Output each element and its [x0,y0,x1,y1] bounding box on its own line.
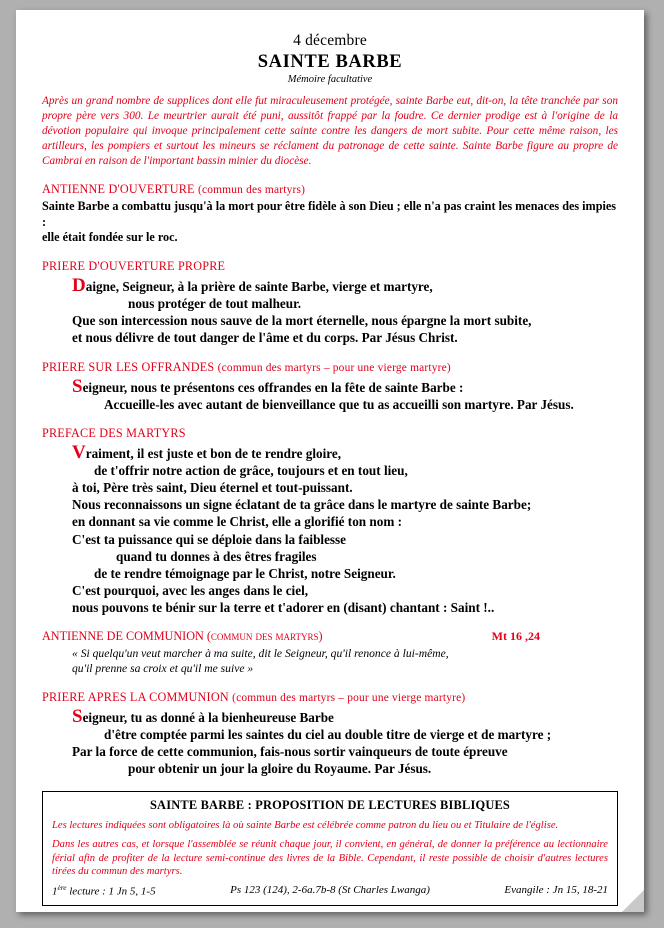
section-heading-priere-offrandes [42,360,618,375]
text-line: d'être comptée parmi les saintes du ciel au double titre de vierge et de martyre ; [104,726,552,742]
text-line: de te rendre témoignage par le Christ, notre Seigneur. [94,565,396,581]
scripture-reference: Mt 16 ,24 [491,629,540,644]
page-date: 4 décembre [293,32,367,49]
section-heading-note: (commun des martyrs – pour une vierge martyre) [217,361,451,374]
page-subtitle: Mémoire facultative [287,74,373,85]
text-line-rest: raiment, il est juste et bon de te rendre gloire, [85,445,342,461]
text-line [42,276,618,295]
lectures-box-title: SAINTE BARBE : PROPOSITION DE LECTURES BIBLIQUES [149,798,511,813]
section-heading-note: (commun des martyrs – pour une vierge martyre) [232,691,466,704]
text-line: nous protéger de tout malheur. [128,296,302,312]
text-line: Par la force de cette communion, fais-nous sortir vainqueurs de toute épreuve [72,743,508,759]
section-heading-antienne-communion [42,629,618,644]
lectures-note: Dans les autres cas, et lorsque l'assemblée se réunit chaque jour, il convient, en général, de donner la préférence au lectionnaire férial afin de profiter de la lecture semi-continue des livres de la Bible. Cependant, il reste possible de choisir d'autres lectures tirées du commun des martyrs. [52,838,608,878]
text-line: C'est pourquoi, avec les anges dans le ciel, [72,583,309,599]
text-line: C'est ta puissance qui se déploie dans la faiblesse [72,531,347,547]
section-heading-left [42,629,323,644]
section-heading-text: PRIERE SUR LES OFFRANDES [42,359,215,374]
text-line: pour obtenir un jour la gloire du Royaume. Par Jésus. [128,761,432,776]
text-line: qu'il prenne sa croix et qu'il me suive » [72,662,254,676]
section-heading-note: (commun des martyrs) [206,629,323,644]
drop-cap: V [72,441,86,463]
antienne-ouverture-text [42,199,618,246]
priere-offrandes-text [42,377,618,413]
psalm-reference: Ps 123 (124), 2-6a.7b-8 (St Charles Lwanga) [230,884,430,897]
text-line [42,443,618,462]
first-reading-text: lecture : 1 Jn 5, 1-5 [66,885,156,898]
first-reading-ordinal: ère [57,884,67,893]
drop-cap: S [72,375,83,397]
antienne-communion-text [42,646,618,676]
text-line: « Si quelqu'un veut marcher à ma suite, dit le Seigneur, qu'il renonce à lui-même, [72,647,449,661]
section-heading-priere-ouverture [42,259,618,274]
text-line: en donnant sa vie comme le Christ, elle a glorifié ton nom : [72,514,403,530]
section-heading-antienne-ouverture [42,182,618,197]
intro-paragraph: Après un grand nombre de supplices dont elle fut miraculeusement protégée, sainte Barbe eut, dit-on, la tête tranchée par son propre père vers 300. Le meurtrier aurait été puni, aussitôt frappé par la foudre. Ce dernier prodige est à l'origine de la dévotion populaire qui invoque principalement cette sainte contre les dangers de mort subite. Pour cette même raison, les artilleurs, les pompiers et surtout les mineurs se réclament du patronage de cette sainte. Sainte Barbe figure au propre de Cambrai en raison de l'important bassin minier du diocèse. [42,95,618,168]
preface-text [42,443,618,617]
section-heading-text: ANTIENNE D'OUVERTURE [42,182,195,197]
priere-apres-communion-text [42,707,618,778]
section-heading-text: PRIERE APRES LA COMMUNION [42,689,229,704]
section-heading-text: PREFACE DES MARTYRS [42,425,186,440]
text-line: Que son intercession nous sauve de la mort éternelle, nous épargne la mort subite, [72,313,532,329]
text-line: nous pouvons te bénir sur la terre et t'adorer en (disant) chantant : Saint !.. [72,600,495,616]
page-corner-fold [622,890,644,912]
text-line: elle était fondée sur le roc. [42,230,178,245]
drop-cap: D [72,274,86,296]
gospel-reference: Evangile : Jn 15, 18-21 [504,884,608,897]
drop-cap: S [72,705,83,727]
page-title: SAINTE BARBE [257,52,403,72]
text-line: Sainte Barbe a combattu jusqu'à la mort pour être fidèle à son Dieu ; elle n'a pas craint les menaces des impies : [42,199,617,229]
section-heading-priere-apres-communion [42,690,618,705]
lectures-box [42,791,618,906]
document-page [16,10,644,912]
text-line: et nous délivre de tout danger de l'âme et du corps. Par Jésus Christ. [72,330,458,346]
text-line: quand tu donnes à des êtres fragiles [116,548,317,564]
text-line-rest: eigneur, nous te présentons ces offrandes en la fête de sainte Barbe : [82,379,464,395]
first-reading-number: 1 [52,885,58,898]
text-line-rest: eigneur, tu as donné à la bienheureuse Barbe [82,709,334,725]
text-line: Nous reconnaissons un signe éclatant de ta grâce dans le martyre de sainte Barbe; [72,497,532,513]
section-heading-note: (commun des martyrs) [197,184,306,197]
text-line [42,377,618,396]
lectures-note: Les lectures indiquées sont obligatoires là où sainte Barbe est célébrée comme patron du lieu ou et Titulaire de l'église. [52,820,559,832]
text-line: à toi, Père très saint, Dieu éternel et tout-puissant. [72,480,353,496]
section-heading-text: PRIERE D'OUVERTURE PROPRE [42,258,226,273]
text-line: de t'offrir notre action de grâce, toujours et en tout lieu, [94,463,408,478]
text-line: Accueille-les avec autant de bienveillance que tu as accueilli son martyre. Par Jésus. [104,396,574,412]
text-line [42,707,618,726]
section-heading-text: ANTIENNE DE COMMUNION [42,629,204,644]
lectures-references [52,884,608,898]
first-reading-reference [52,884,156,898]
section-heading-preface [42,426,618,441]
text-line-rest: aigne, Seigneur, à la prière de sainte Barbe, vierge et martyre, [85,278,433,294]
priere-ouverture-text [42,276,618,347]
